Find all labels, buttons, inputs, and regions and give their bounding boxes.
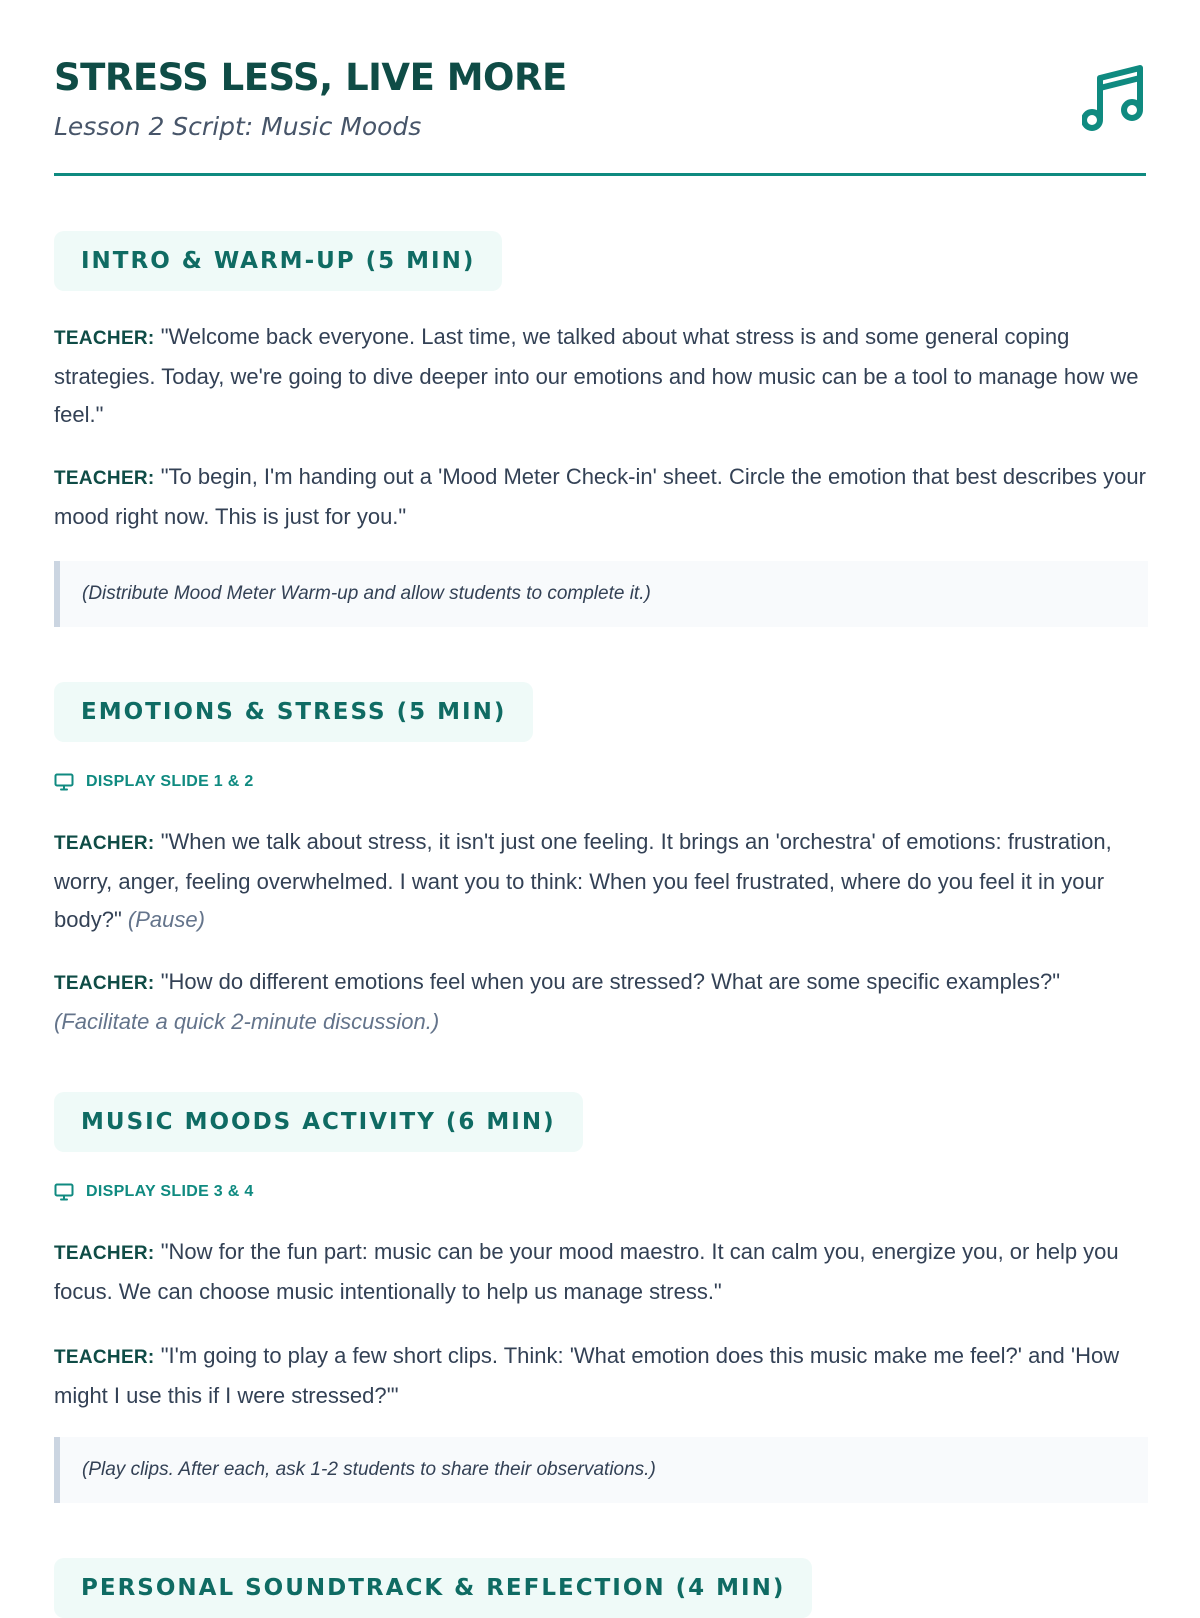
speaker-label: TEACHER: — [54, 328, 155, 349]
monitor-icon — [54, 773, 74, 791]
section-heading-emotions: EMOTIONS & STRESS (5 MIN) — [54, 682, 533, 742]
speaker-label: TEACHER: — [54, 468, 155, 489]
speaker-label: TEACHER: — [54, 833, 155, 854]
slide-cue-label: DISPLAY SLIDE 1 & 2 — [86, 773, 254, 790]
teacher-quote: "Now for the fun part: music can be your mood maestro. It can calm you, energize you, or help you focus. We can choose music intentionally to help us manage stress." — [54, 1239, 1119, 1304]
teacher-cue: (Pause) — [127, 907, 205, 932]
stage-direction-note: (Play clips. After each, ask 1-2 students to share their observations.) — [54, 1437, 1148, 1503]
teacher-quote: "When we talk about stress, it isn't just one feeling. It brings an 'orchestra' of emotions: frustration, worry, anger, feeling overwhelmed. I want you to think: When you feel frustrated, where do you feel it in your body?" — [54, 829, 1112, 932]
page-title: STRESS LESS, LIVE MORE — [54, 56, 567, 99]
teacher-line — [54, 963, 1148, 1041]
teacher-quote: "How do different emotions feel when you are stressed? What are some specific examples?" — [160, 969, 1061, 994]
teacher-quote: "To begin, I'm handing out a 'Mood Meter Check-in' sheet. Circle the emotion that best describes your mood right now. This is just for you." — [54, 464, 1146, 529]
speaker-label: TEACHER: — [54, 1347, 155, 1368]
slide-cue — [54, 1183, 254, 1201]
teacher-line — [54, 823, 1148, 939]
monitor-icon — [54, 1183, 74, 1201]
page-header — [54, 0, 1146, 176]
section-heading-intro: INTRO & WARM-UP (5 MIN) — [54, 231, 502, 291]
teacher-line — [54, 318, 1148, 434]
teacher-cue: (Facilitate a quick 2-minute discussion.) — [54, 1009, 440, 1034]
teacher-line — [54, 1337, 1148, 1415]
speaker-label: TEACHER: — [54, 973, 155, 994]
speaker-label: TEACHER: — [54, 1243, 155, 1264]
teacher-line — [54, 1233, 1148, 1311]
teacher-line — [54, 458, 1148, 536]
teacher-quote: "I'm going to play a few short clips. Think: 'What emotion does this music make me feel?' and 'How might I use this if I were stressed?'" — [54, 1343, 1120, 1408]
music-note-icon — [1082, 64, 1146, 132]
teacher-quote: "Welcome back everyone. Last time, we talked about what stress is and some general coping strategies. Today, we're going to dive deeper into our emotions and how music can be a tool to manage how we feel." — [54, 324, 1139, 427]
slide-cue-label: DISPLAY SLIDE 3 & 4 — [86, 1183, 254, 1200]
section-heading-music-moods: MUSIC MOODS ACTIVITY (6 MIN) — [54, 1092, 583, 1152]
slide-cue — [54, 773, 254, 791]
page-subtitle: Lesson 2 Script: Music Moods — [54, 112, 422, 141]
stage-direction-note: (Distribute Mood Meter Warm-up and allow students to complete it.) — [54, 561, 1148, 627]
section-heading-personal-soundtrack: PERSONAL SOUNDTRACK & REFLECTION (4 MIN) — [54, 1558, 812, 1618]
